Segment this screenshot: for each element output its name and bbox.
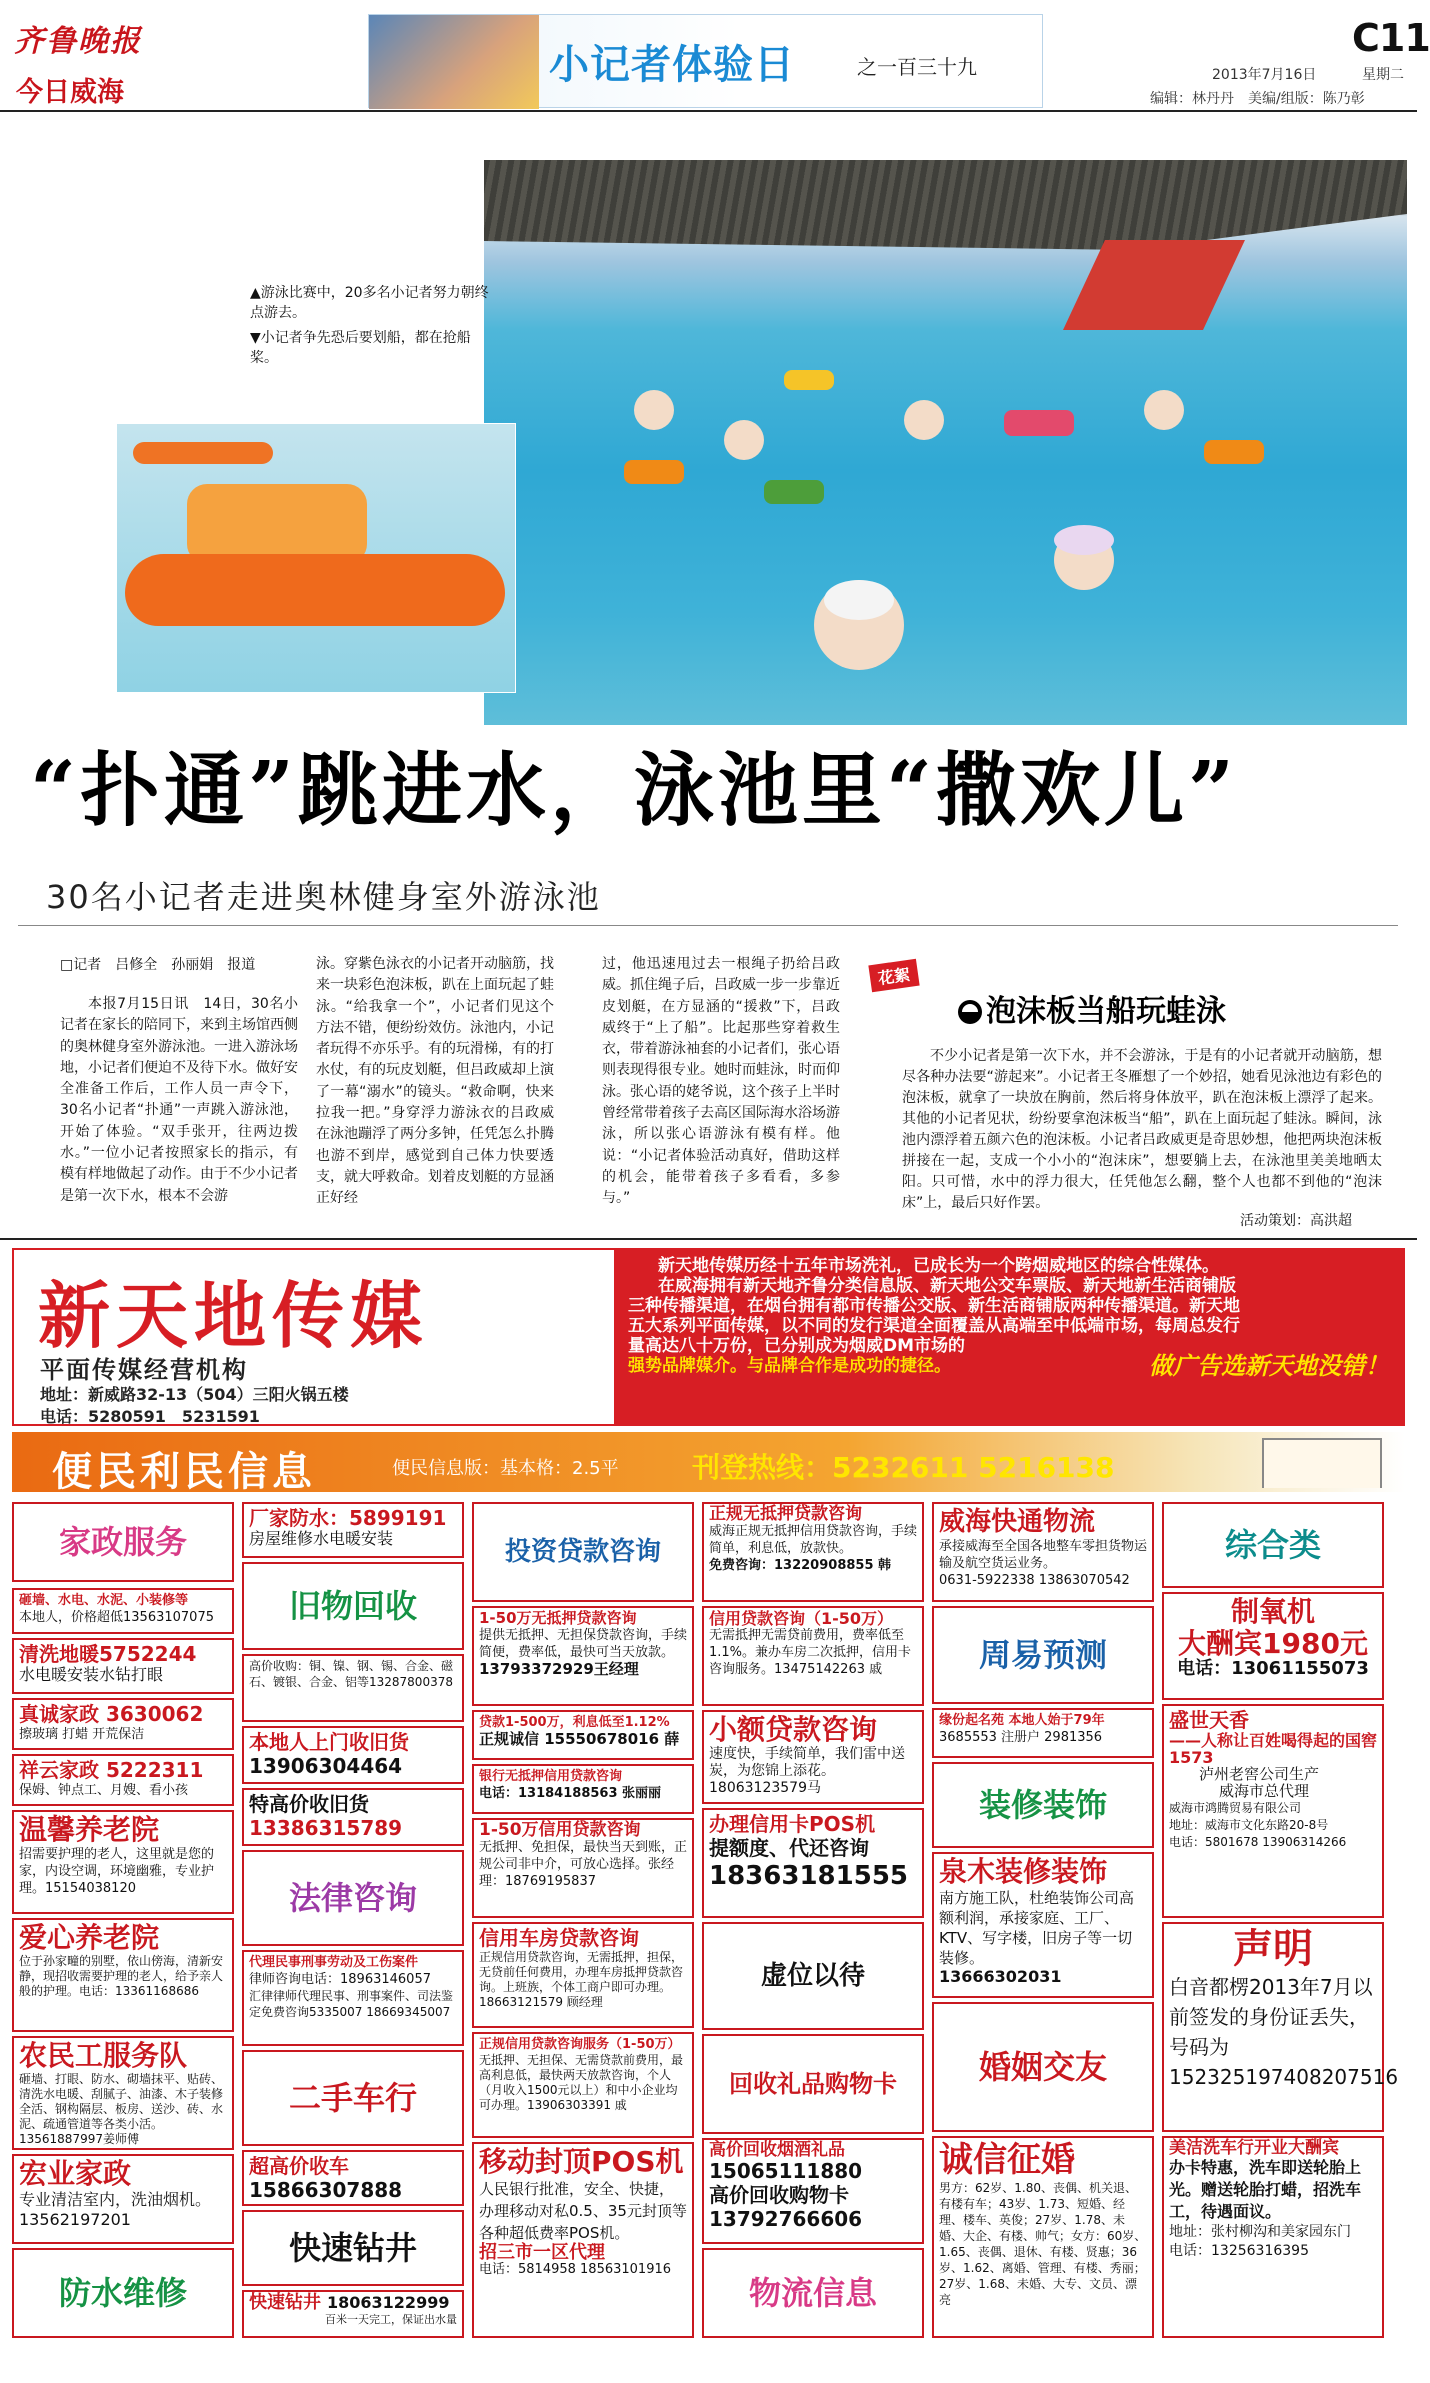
ad-box: 缘份起名苑 本地人始于79年 3685553 注册户 2981356 bbox=[932, 1708, 1154, 1758]
ad-slogan: 做广告选新天地没错！ bbox=[1149, 1352, 1389, 1380]
ad-box: 超高价收车 15866307888 bbox=[242, 2150, 464, 2206]
ad-line: 量高达八十万份，已分别成为烟威DM市场的 bbox=[628, 1336, 966, 1356]
cat-divination: 周易预测 bbox=[932, 1606, 1154, 1704]
editor-credit: 编辑：林丹丹 美编/组版：陈乃彰 bbox=[1150, 91, 1365, 107]
house-illustration bbox=[1262, 1438, 1382, 1488]
raft-photo bbox=[116, 423, 516, 693]
ad-separator bbox=[0, 1238, 1417, 1240]
classified-title: 便民利民信息 bbox=[52, 1449, 316, 1495]
ad-box: 特高价收旧货 13386315789 bbox=[242, 1788, 464, 1846]
ad-box: 诚信征婚 男方：62岁、1.80、丧偶、机关退、有楼有车；43岁、1.73、短婚、经理、楼车、英俊；27岁、1.78、未婚、大企、有楼、帅气；女方：60岁、1.65、丧偶、退休、有楼、贤惠；36岁、1.62、离婚、管理、有楼、秀丽；27岁、1.68、未婚、大专、文员、漂亮 bbox=[932, 2136, 1154, 2338]
byline: □记者 吕修全 孙丽娟 报道 bbox=[60, 957, 256, 973]
ad-box: 美洁洗车行开业大酬宾 办卡特惠，洗车即送轮胎上光。赠送轮胎打蜡，招洗车工，待遇面议。 地址：张村柳沟和美家园东门 电话：13256316395 bbox=[1162, 2136, 1384, 2338]
ad-box: 农民工服务队 砸墙、打眼、防水、砌墙抹平、贴砖、清洗水电暖、刮腻子、油漆、木子装修全活、钢构隔层、板房、送沙、砖、水泥、疏通管道等各类小活。13561887997姜师傅 bbox=[12, 2036, 234, 2150]
media-advertisement bbox=[12, 1248, 1405, 1426]
ad-box: 办理信用卡POS机 提额度、代还咨询 18363181555 bbox=[702, 1808, 924, 1918]
classified-hotline: 刊登热线：5232611 5216138 bbox=[692, 1451, 1115, 1484]
page-number: C11 bbox=[1352, 16, 1430, 60]
issue-date: 2013年7月16日 bbox=[1212, 67, 1317, 83]
ad-box: 信用贷款咨询（1-50万） 无需抵押无需贷前费用，费率低至1.1%。兼办车房二次抵押，信用卡咨询服务。13475142263 戚 bbox=[702, 1606, 924, 1706]
ad-box: 本地人上门收旧货 13906304464 bbox=[242, 1726, 464, 1784]
ad-description bbox=[614, 1250, 1403, 1424]
banner-photo bbox=[369, 15, 539, 109]
ad-line: 新天地传媒历经十五年市场洗礼，已成长为一个跨烟威地区的综合性媒体。 bbox=[658, 1256, 1219, 1276]
ad-address: 地址：新威路32-13（504）三阳火锅五楼 bbox=[40, 1385, 349, 1404]
sidebar-badge: 花絮 bbox=[868, 959, 919, 992]
cat-loan-consult: 投资贷款咨询 bbox=[472, 1502, 694, 1602]
ad-box: 快速钻井 18063122999 百米一天完工，保证出水量 bbox=[242, 2290, 464, 2338]
ad-line: 五大系列平面传媒，以不同的发行渠道全面覆盖从高端至中低端市场，每周总发行 bbox=[628, 1316, 1240, 1336]
ad-box: 宏业家政 专业清洁室内，洗油烟机。13562197201 bbox=[12, 2154, 234, 2244]
ad-box: 小额贷款咨询 速度快，手续简单，我们雷中送炭，为您锦上添花。18063123579马 bbox=[702, 1710, 924, 1804]
ad-logo: 新天地传媒 bbox=[38, 1273, 429, 1358]
column-banner bbox=[368, 14, 1043, 108]
ad-box: 真诚家政 3630062 擦玻璃 打蜡 开荒保洁 bbox=[12, 1698, 234, 1750]
cat-housekeeping: 家政服务 bbox=[12, 1502, 234, 1582]
cat-vacancy: 虚位以待 bbox=[702, 1922, 924, 2030]
ad-box: 1-50万信用贷款咨询 无抵押、免担保，最快当天到账，正规公司非中介，可放心选择。张经理：18769195837 bbox=[472, 1818, 694, 1918]
sidebar-title: 泡沫板当船玩蛙泳 bbox=[958, 986, 1226, 1030]
ad-box: 贷款1-500万，利息低至1.12% 正规诚信 15550678016 薛 bbox=[472, 1710, 694, 1760]
body-column-3: 过，他迅速甩过去一根绳子扔给吕政威。抓住绳子后，吕政威一步一步靠近皮划艇，在方显涵的“援救”下，吕政威终于“上了船”。比起那些穿着救生衣，带着游泳袖套的小记者们，张心语则表现得很专业。她时而蛙泳，时而仰泳。张心语的姥爷说，这个孩子上半时曾经常带着孩子去高区国际海水浴场游泳，所以张心语游泳有模有样。他说：“小记者体验活动真好，借助这样的机会，能带着孩子多看看，多参与。” bbox=[602, 956, 840, 1207]
cat-decoration: 装修装饰 bbox=[932, 1762, 1154, 1848]
section-title: 今日威海 bbox=[16, 77, 124, 108]
photo-caption-1: ▲游泳比赛中，20多名小记者努力朝终点游去。 bbox=[250, 285, 489, 321]
cat-logistics: 物流信息 bbox=[702, 2248, 924, 2338]
cat-legal: 法律咨询 bbox=[242, 1850, 464, 1946]
ad-box: 泉木装修装饰 南方施工队，杜绝装饰公司高额利润，承接家庭、工厂、KTV、写字楼，旧房子等一切装修。 13666302031 bbox=[932, 1852, 1154, 1998]
classified-header bbox=[12, 1432, 1405, 1495]
ad-box: 1-50万无抵押贷款咨询 提供无抵押、无担保贷款咨询，手续简便，费率低，最快可当天放款。 13793372929王经理 bbox=[472, 1606, 694, 1706]
classified-grid bbox=[12, 1498, 1405, 2368]
ad-line: 强势品牌媒介。与品牌合作是成功的捷径。 bbox=[628, 1356, 951, 1376]
issue-weekday: 星期二 bbox=[1362, 67, 1404, 83]
headline: “扑通”跳进水，泳池里“撒欢儿” bbox=[30, 743, 1239, 837]
ad-box: 正规信用贷款咨询服务（1-50万） 无抵押、无担保、无需贷款前费用，最高利息低，最快两天放款咨询，个人（月收入1500元以上）和中小企业均可办理。13906303391 戚 bbox=[472, 2032, 694, 2138]
banner-number: 之一百三十九 bbox=[857, 55, 977, 79]
ad-box: 声明 白音都楞2013年7月以前签发的身份证丢失，号码为152325197408207516 bbox=[1162, 1922, 1384, 2132]
cat-used-cars: 二手车行 bbox=[242, 2050, 464, 2146]
subheadline: 30名小记者走进奥林健身室外游泳池 bbox=[46, 878, 601, 916]
ad-box: 温馨养老院 招需要护理的老人，这里就是您的家，内设空调，环境幽雅，专业护理。15154038120 bbox=[12, 1810, 234, 1914]
ad-box: 威海快通物流 承接威海至全国各地整车零担货物运输及航空货运业务。 0631-5922338 13863070542 bbox=[932, 1502, 1154, 1602]
body-column-2: 泳。穿紫色泳衣的小记者开动脑筋，找来一块彩色泡沫板，趴在上面玩起了蛙泳。“给我拿一个”，小记者们见这个方法不错，便纷纷效仿。泳池内，小记者玩得不亦乐乎。有的玩滑梯，有的打水仗，有的玩皮划艇，但吕政威却上演了一幕“溺水”的镜头。“救命啊，快来拉我一把。”身穿浮力游泳衣的吕政威在泳池蹦浮了两分多钟，任凭怎么扑腾也游不到岸，感觉到自己体力快要透支，就大呼救命。划着皮划艇的方显涵正好经 bbox=[316, 956, 554, 1207]
banner-title: 小记者体验日 bbox=[549, 42, 795, 88]
cat-well-drilling: 快速钻井 bbox=[242, 2210, 464, 2286]
ad-box: 厂家防水：5899191 房屋维修水电暖安装 bbox=[242, 1502, 464, 1558]
sidebar-body: 不少小记者是第一次下水，并不会游泳，于是有的小记者就开动脑筋，想尽各种办法要“游起来”。小记者王冬雁想了一个妙招，她看见泳池边有彩色的泡沫板，就拿了一块放在胸前，然后将身体放平，趴在泡沫板上漂浮了起来。其他的小记者见状，纷纷要拿泡沫板当“船”，趴在上面玩起了蛙泳。瞬间，泳池内漂浮着五颜六色的泡沫板。小记者吕政威更是奇思妙想，他把两块泡沫板拼接在一起，支成一个小小的“泡沫床”，想要躺上去，在泳池里美美地晒太阳。只可惜，水中的浮力很大，任凭他怎么翻，整个人也都不到他的“泡沫床”上，最后只好作罢。 bbox=[902, 1048, 1382, 1211]
ad-box: 制氧机 大酬宾1980元 电话：13061155073 bbox=[1162, 1592, 1384, 1700]
classified-base-unit: 便民信息版：基本格：2.5平 bbox=[392, 1458, 619, 1479]
ad-box: 信用车房贷款咨询 正规信用贷款咨询，无需抵押，担保，无贷前任何费用，办理车房抵押贷款咨询。上班族，个体工商户即可办理。18663121579 顾经理 bbox=[472, 1922, 694, 2028]
ad-box: 高价回收烟酒礼品 15065111880 高价回收购物卡 13792766606 bbox=[702, 2138, 924, 2244]
ad-box: 盛世天香 ——人称让百姓喝得起的国窖1573 泸州老窖公司生产 威海市总代理 威海市鸿腾贸易有限公司 地址：威海市文化东路20-8号 电话：5801678 13906314266 bbox=[1162, 1704, 1384, 1918]
ad-box: 银行无抵押信用贷款咨询 电话：13184188563 张丽丽 bbox=[472, 1764, 694, 1814]
ad-line: 三种传播渠道，在烟台拥有都市传播公交版、新生活商铺版两种传播渠道。新天地 bbox=[628, 1296, 1240, 1316]
speech-bubble-icon bbox=[958, 1000, 982, 1024]
article-rule bbox=[18, 925, 1398, 926]
ad-box: 清洗地暖5752244 水电暖安装水钻打眼 bbox=[12, 1638, 234, 1694]
cat-waterproof: 防水维修 bbox=[12, 2248, 234, 2338]
activity-credit: 活动策划：高洪超 bbox=[1240, 1213, 1352, 1229]
ad-box: 高价收购：铜、镍、钢、锡、合金、磁石、镀银、合金、铝等13287800378 bbox=[242, 1654, 464, 1722]
body-column-1: 本报7月15日讯 14日，30名小记者在家长的陪同下，来到主场馆西侧的奥林健身室外游泳池。一进入游泳场地，小记者们便迫不及待下水。做好安全准备工作后，工作人员一声令下，30名小记者“扑通”一声跳入游泳池，开始了体验。“双手张开，往两边拨水。”一位小记者按照家长的指示，有模有样地做起了动作。由于不少小记者是第一次下水，根本不会游 bbox=[60, 996, 298, 1204]
ad-box: 砸墙、水电、水泥、小装修等 本地人，价格超低13563107075 bbox=[12, 1588, 234, 1634]
cat-recycling: 旧物回收 bbox=[242, 1562, 464, 1650]
cat-gift-card-recycling: 回收礼品购物卡 bbox=[702, 2034, 924, 2134]
cat-general: 综合类 bbox=[1162, 1502, 1384, 1588]
header-rule bbox=[0, 110, 1417, 112]
ad-phone: 电话：5280591 5231591 bbox=[40, 1407, 260, 1426]
brand-logo: 齐鲁晚报 bbox=[14, 24, 142, 59]
cat-dating: 婚姻交友 bbox=[932, 2002, 1154, 2132]
photo-caption-2: ▼小记者争先恐后要划船，都在抢船桨。 bbox=[250, 330, 471, 366]
ad-box: 爱心养老院 位于孙家疃的别墅，依山傍海，清新安静，现招收需要护理的老人，给予亲人般的护理。电话：13361168686 bbox=[12, 1918, 234, 2032]
ad-subtitle: 平面传媒经营机构 bbox=[40, 1356, 248, 1384]
pool-photo bbox=[484, 160, 1407, 725]
ad-box: 移动封顶POS机 人民银行批准，安全、快捷，办理移动对私0.5、35元封顶等各种超低费率POS机。 招三市一区代理 电话：5814958 18563101916 bbox=[472, 2142, 694, 2338]
ad-box: 代理民事刑事劳动及工伤案件 律师咨询电话：18963146057 汇律律师代理民事、刑事案件、司法鉴定免费咨询5335007 18669345007 bbox=[242, 1950, 464, 2046]
ad-line: 在威海拥有新天地齐鲁分类信息版、新天地公交车票版、新天地新生活商铺版 bbox=[658, 1276, 1236, 1296]
ad-box: 祥云家政 5222311 保姆、钟点工、月嫂、看小孩 bbox=[12, 1754, 234, 1806]
ad-box: 正规无抵押贷款咨询 威海正规无抵押信用贷款咨询，手续简单，利息低，放款快。 免费咨询：13220908855 韩 bbox=[702, 1502, 924, 1602]
